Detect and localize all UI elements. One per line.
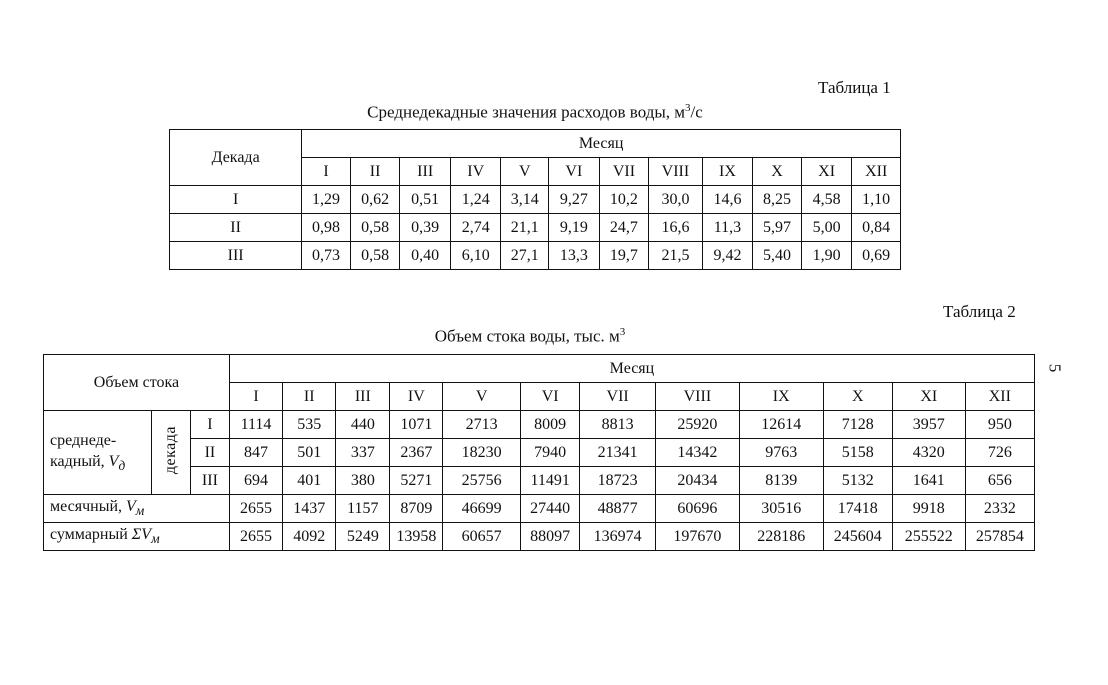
table1-month-4: IV [450, 158, 501, 186]
table2-total-label: суммарный $\Sigma V_м$ [44, 523, 230, 551]
table1-caption: Среднедекадные значения расходов воды, $м^3/с$ [367, 102, 703, 122]
table2-value-cell: 25920 [655, 411, 739, 439]
table2-value-cell: 847 [229, 439, 282, 467]
table2-caption: Объем стока воды, тыс. $м^3$ [434, 326, 626, 346]
table1-value-cell: 4,58 [801, 186, 852, 214]
table2-monthly-value: 46699 [443, 495, 521, 523]
table2-decadal-row [44, 467, 1035, 495]
table1-value-cell: 21,1 [501, 214, 549, 242]
table2-monthly-value: 60696 [655, 495, 739, 523]
table1-value-cell: 19,7 [599, 242, 649, 270]
table1-value-cell: 5,40 [753, 242, 802, 270]
table2-decade-cell: I [190, 411, 229, 439]
table2-value-cell: 12614 [739, 411, 823, 439]
table1-value-cell: 16,6 [649, 214, 702, 242]
table1-value-cell: 0,84 [852, 214, 901, 242]
table1-month-5: V [501, 158, 549, 186]
table1-month-2: II [350, 158, 400, 186]
table1-month-9: IX [702, 158, 753, 186]
table1 [169, 129, 901, 270]
table1-value-cell: 0,62 [350, 186, 400, 214]
table2-monthly-value: 17418 [823, 495, 892, 523]
table1-month-3: III [400, 158, 451, 186]
table1-decade-cell: III [170, 242, 302, 270]
table2-monthly-value: 1157 [336, 495, 390, 523]
table2-decadal-label: среднеде- кадный, $V_д$ [44, 411, 152, 495]
table1-value-cell: 0,98 [302, 214, 351, 242]
table2-decadal-row [44, 439, 1035, 467]
table2-value-cell: 5271 [390, 467, 443, 495]
table2-total-value: 228186 [739, 523, 823, 551]
table2-total-value: 5249 [336, 523, 390, 551]
table2 [43, 354, 1035, 551]
table2-total-value: 88097 [521, 523, 580, 551]
table1-value-cell: 3,14 [501, 186, 549, 214]
table2-value-cell: 726 [965, 439, 1034, 467]
table2-monthly-label: месячный, $V_м$ [44, 495, 230, 523]
table2-value-cell: 18230 [443, 439, 521, 467]
table2-monthly-value: 8709 [390, 495, 443, 523]
table1-month-11: XI [801, 158, 852, 186]
table1-row [170, 186, 901, 214]
table2-month-3: III [336, 383, 390, 411]
table1-value-cell: 11,3 [702, 214, 753, 242]
table2-monthly-value: 9918 [892, 495, 965, 523]
table2-value-cell: 440 [336, 411, 390, 439]
table2-monthly-value: 27440 [521, 495, 580, 523]
table2-value-cell: 2367 [390, 439, 443, 467]
table1-corner-header: Декада [170, 130, 302, 186]
table2-month-12: XII [965, 383, 1034, 411]
table1-value-cell: 0,51 [400, 186, 451, 214]
table1-value-cell: 5,00 [801, 214, 852, 242]
table2-monthly-value: 48877 [580, 495, 656, 523]
table2-value-cell: 656 [965, 467, 1034, 495]
table2-total-value: 197670 [655, 523, 739, 551]
table2-decade-cell: III [190, 467, 229, 495]
table1-value-cell: 0,73 [302, 242, 351, 270]
table2-value-cell: 1114 [229, 411, 282, 439]
table2-value-cell: 4320 [892, 439, 965, 467]
table2-month-9: IX [739, 383, 823, 411]
table2-value-cell: 8139 [739, 467, 823, 495]
table2-total-value: 255522 [892, 523, 965, 551]
table1-value-cell: 9,42 [702, 242, 753, 270]
table2-month-2: II [283, 383, 336, 411]
table2-monthly-value: 1437 [283, 495, 336, 523]
table1-month-12: XII [852, 158, 901, 186]
table1-value-cell: 27,1 [501, 242, 549, 270]
table2-value-cell: 401 [283, 467, 336, 495]
table1-value-cell: 1,24 [450, 186, 501, 214]
table2-month-10: X [823, 383, 892, 411]
table2-value-cell: 1071 [390, 411, 443, 439]
table2-value-cell: 7940 [521, 439, 580, 467]
table1-value-cell: 8,25 [753, 186, 802, 214]
table1-value-cell: 6,10 [450, 242, 501, 270]
table1-value-cell: 1,90 [801, 242, 852, 270]
table2-total-value: 2655 [229, 523, 282, 551]
table1-value-cell: 14,6 [702, 186, 753, 214]
table2-value-cell: 18723 [580, 467, 656, 495]
table1-value-cell: 13,3 [549, 242, 600, 270]
table2-decade-word: декада [151, 411, 190, 495]
table1-value-cell: 5,97 [753, 214, 802, 242]
table2-value-cell: 337 [336, 439, 390, 467]
table2-total-row [44, 523, 1035, 551]
table2-value-cell: 7128 [823, 411, 892, 439]
table1-value-cell: 1,10 [852, 186, 901, 214]
table1-value-cell: 0,69 [852, 242, 901, 270]
table1-value-cell: 0,58 [350, 242, 400, 270]
table2-monthly-row [44, 495, 1035, 523]
table2-value-cell: 9763 [739, 439, 823, 467]
table2-value-cell: 694 [229, 467, 282, 495]
table1-value-cell: 21,5 [649, 242, 702, 270]
table2-value-cell: 11491 [521, 467, 580, 495]
table2-month-8: VIII [655, 383, 739, 411]
table2-label: Таблица 2 [943, 302, 1016, 321]
table2-month-6: VI [521, 383, 580, 411]
table2-corner-header: Объем стока [44, 355, 230, 411]
table1-value-cell: 2,74 [450, 214, 501, 242]
table2-value-cell: 1641 [892, 467, 965, 495]
table1-value-cell: 24,7 [599, 214, 649, 242]
table2-value-cell: 21341 [580, 439, 656, 467]
table2-month-1: I [229, 383, 282, 411]
table2-month-5: V [443, 383, 521, 411]
table1-row [170, 214, 901, 242]
table1-value-cell: 9,27 [549, 186, 600, 214]
table2-total-value: 257854 [965, 523, 1034, 551]
table2-value-cell: 2713 [443, 411, 521, 439]
table2-monthly-value: 2332 [965, 495, 1034, 523]
table1-month-6: VI [549, 158, 600, 186]
table2-month-4: IV [390, 383, 443, 411]
table1-label: Таблица 1 [818, 78, 891, 97]
table2-monthly-value: 2655 [229, 495, 282, 523]
table2-total-value: 136974 [580, 523, 656, 551]
table1-value-cell: 9,19 [549, 214, 600, 242]
table1-month-1: I [302, 158, 351, 186]
table2-value-cell: 501 [283, 439, 336, 467]
table2-total-value: 245604 [823, 523, 892, 551]
table2-value-cell: 5132 [823, 467, 892, 495]
table2-decade-cell: II [190, 439, 229, 467]
table2-total-value: 4092 [283, 523, 336, 551]
table2-value-cell: 3957 [892, 411, 965, 439]
table2-value-cell: 8009 [521, 411, 580, 439]
table2-month-7: VII [580, 383, 656, 411]
table1-month-header: Месяц [302, 130, 901, 158]
table2-value-cell: 14342 [655, 439, 739, 467]
table1-month-7: VII [599, 158, 649, 186]
table1-value-cell: 0,39 [400, 214, 451, 242]
table1-value-cell: 30,0 [649, 186, 702, 214]
table1-row [170, 242, 901, 270]
table2-value-cell: 8813 [580, 411, 656, 439]
page-number: 5 [1045, 363, 1065, 373]
table2-value-cell: 25756 [443, 467, 521, 495]
table2-value-cell: 535 [283, 411, 336, 439]
table2-monthly-value: 30516 [739, 495, 823, 523]
table2-value-cell: 950 [965, 411, 1034, 439]
table1-value-cell: 1,29 [302, 186, 351, 214]
table2-month-11: XI [892, 383, 965, 411]
table1-value-cell: 0,40 [400, 242, 451, 270]
table1-value-cell: 0,58 [350, 214, 400, 242]
table2-value-cell: 20434 [655, 467, 739, 495]
table1-decade-cell: I [170, 186, 302, 214]
table1-month-10: X [753, 158, 802, 186]
table1-decade-cell: II [170, 214, 302, 242]
table2-decadal-row [44, 411, 1035, 439]
table2-value-cell: 5158 [823, 439, 892, 467]
table1-month-8: VIII [649, 158, 702, 186]
table2-total-value: 13958 [390, 523, 443, 551]
table2-month-header: Месяц [229, 355, 1034, 383]
table1-value-cell: 10,2 [599, 186, 649, 214]
table2-value-cell: 380 [336, 467, 390, 495]
table2-total-value: 60657 [443, 523, 521, 551]
